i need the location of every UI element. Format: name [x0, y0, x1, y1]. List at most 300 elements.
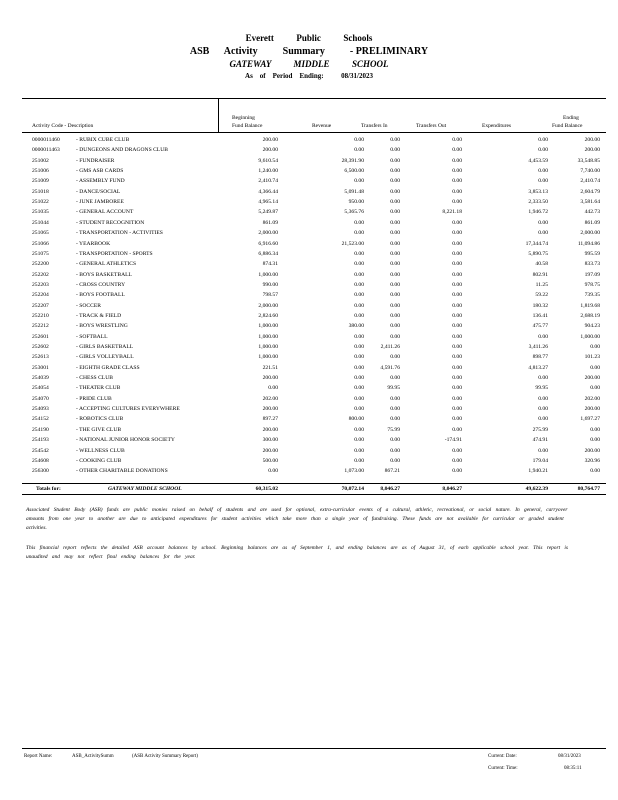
ending-balance: 0.00 — [590, 385, 600, 392]
activity-code: 256300 — [32, 468, 49, 475]
transfers-out: 0.00 — [452, 261, 462, 268]
expenditures: 0.00 — [538, 333, 548, 340]
beginning-balance: 202.00 — [262, 395, 278, 402]
col-activity-code: Activity Code - Description — [32, 123, 94, 129]
revenue: 0.00 — [354, 250, 364, 257]
transfers-in: 0.00 — [390, 199, 400, 206]
table-row — [0, 270, 618, 280]
footer-current-date: 08/31/2023 — [558, 754, 581, 759]
beginning-balance: 6,916.60 — [258, 240, 278, 247]
beginning-balance: 500.00 — [262, 457, 278, 464]
ending-balance: 320.96 — [584, 457, 600, 464]
table-row — [0, 446, 618, 456]
activity-description: - CHESS CLUB — [76, 375, 113, 382]
expenditures: 802.91 — [532, 271, 548, 278]
activity-code: 254093 — [32, 406, 49, 413]
activity-code: 254608 — [32, 457, 49, 464]
table-row — [0, 176, 618, 186]
ending-balance: 3,581.64 — [580, 199, 600, 206]
school-name: GATEWAY MIDDLE SCHOOL — [229, 59, 389, 69]
transfers-out: 0.00 — [452, 395, 462, 402]
revenue: 0.00 — [354, 178, 364, 185]
expenditures: 0.00 — [538, 416, 548, 423]
activity-description: - DUNGEONS AND DRAGONS CLUB — [76, 147, 168, 154]
revenue: 0.00 — [354, 344, 364, 350]
transfers-out: 0.00 — [452, 250, 462, 257]
totals-transfers-out: 8,046.27 — [442, 486, 462, 492]
ending-balance: 861.09 — [584, 219, 600, 226]
activity-code: 252210 — [32, 312, 49, 319]
table-row — [0, 363, 618, 373]
transfers-out: 0.00 — [452, 468, 462, 475]
expenditures: 11.25 — [535, 281, 548, 288]
activity-description: - STUDENT RECOGNITION — [76, 219, 145, 226]
activity-code: 251075 — [32, 250, 49, 257]
expenditures: 3,411.26 — [528, 344, 548, 350]
activity-code: 251002 — [32, 157, 49, 164]
activity-description: - BOYS BASKETBALL — [76, 271, 132, 278]
footer-current-time-label: Current: Time: — [488, 766, 518, 771]
transfers-in: 0.00 — [390, 147, 400, 154]
ending-balance: 1,000.00 — [580, 333, 600, 340]
expenditures: 180.32 — [532, 302, 548, 309]
beginning-balance: 200.00 — [262, 375, 278, 382]
footer-current-date-label: Current: Date: — [488, 754, 517, 759]
ending-balance: 200.00 — [584, 375, 600, 382]
beginning-balance: 4,965.14 — [258, 199, 278, 206]
activity-code: 252200 — [32, 261, 49, 268]
col-expenditures: Expenditures — [482, 123, 512, 129]
transfers-in: 0.00 — [390, 250, 400, 257]
transfers-out: 0.00 — [452, 230, 462, 237]
activity-description: - BOYS WRESTLING — [76, 323, 128, 330]
transfers-out: 0.00 — [452, 426, 462, 433]
totals-transfers-in: 8,046.27 — [380, 486, 400, 492]
beginning-balance: 300.00 — [262, 437, 278, 444]
activity-code: 251018 — [32, 188, 49, 195]
ending-balance: 1,697.27 — [580, 416, 600, 423]
expenditures: 0.00 — [538, 178, 548, 185]
activity-description: - BOYS FOOTBALL — [76, 292, 125, 299]
transfers-out: 0.00 — [452, 354, 462, 361]
transfers-out: 0.00 — [452, 240, 462, 247]
revenue: 28,391.90 — [341, 157, 364, 164]
ending-balance: 0.00 — [590, 437, 600, 444]
activity-description: - ASSEMBLY FUND — [76, 178, 125, 185]
table-row — [0, 135, 618, 145]
revenue: 0.00 — [354, 312, 364, 319]
transfers-in: 0.00 — [390, 333, 400, 340]
beginning-balance: 2,000.00 — [258, 230, 278, 237]
totals-row — [0, 484, 618, 494]
revenue: 0.00 — [354, 333, 364, 340]
ending-balance: 0.00 — [590, 344, 600, 350]
beginning-balance: 2,410.74 — [258, 178, 278, 185]
expenditures: 0.00 — [538, 395, 548, 402]
table-row — [0, 187, 618, 197]
transfers-out: 0.00 — [452, 271, 462, 278]
activity-code: 254190 — [32, 426, 49, 433]
activity-code: 252212 — [32, 323, 49, 330]
footer-report-name-label: Report Name: — [24, 754, 53, 759]
activity-code: 254152 — [32, 416, 49, 423]
expenditures: 0.00 — [538, 447, 548, 454]
revenue: 0.00 — [354, 385, 364, 392]
beginning-balance: 200.00 — [262, 426, 278, 433]
revenue: 0.00 — [354, 437, 364, 444]
expenditures: 136.41 — [532, 312, 548, 319]
col-ending-top: Ending — [563, 115, 579, 121]
beginning-balance: 6,886.34 — [258, 250, 278, 257]
ending-balance: 200.00 — [584, 447, 600, 454]
activity-code: 251035 — [32, 209, 49, 216]
activity-description: - PRIDE CLUB — [76, 395, 112, 402]
transfers-out: 0.00 — [452, 385, 462, 392]
totals-bottom-rule — [22, 494, 606, 495]
beginning-balance: 221.51 — [262, 364, 278, 371]
table-row — [0, 259, 618, 269]
ending-balance: 11,094.86 — [577, 240, 600, 247]
beginning-balance: 861.09 — [262, 219, 278, 226]
totals-school: GATEWAY MIDDLE SCHOOL — [108, 486, 182, 492]
expenditures: 99.95 — [535, 385, 548, 392]
transfers-in: 0.00 — [390, 292, 400, 299]
transfers-in: 75.99 — [387, 426, 400, 433]
expenditures: 0.00 — [538, 406, 548, 413]
activity-code: 0000011460 — [32, 137, 60, 143]
ending-balance: 197.09 — [584, 271, 600, 278]
ending-balance: 833.73 — [584, 261, 600, 268]
expenditures: 898.77 — [532, 354, 548, 361]
footer-current-time: 08:35:11 — [564, 766, 582, 771]
table-row — [0, 311, 618, 321]
expenditures: 0.00 — [538, 219, 548, 226]
activity-description: - GENERAL ATHLETICS — [76, 261, 137, 268]
transfers-in: 0.00 — [390, 240, 400, 247]
transfers-in: 0.00 — [390, 416, 400, 423]
revenue: 0.00 — [354, 457, 364, 464]
col-revenue: Revenue — [312, 123, 332, 129]
ending-balance: 101.23 — [584, 354, 600, 361]
beginning-balance: 874.31 — [262, 261, 278, 268]
transfers-out: 0.00 — [452, 302, 462, 309]
revenue: 0.00 — [354, 395, 364, 402]
ending-balance: 739.35 — [584, 292, 600, 299]
activity-description: - GENERAL ACCOUNT — [76, 209, 134, 216]
ending-balance: 200.00 — [584, 147, 600, 154]
expenditures: 1,940.21 — [528, 468, 548, 475]
beginning-balance: 0.00 — [268, 468, 278, 475]
table-row — [0, 321, 618, 331]
ending-balance: 0.00 — [590, 468, 600, 475]
transfers-out: 0.00 — [452, 312, 462, 319]
activity-description: - TRANSPORTATION - ACTIVITIES — [76, 230, 163, 237]
activity-description: - JUNE JAMBOREE — [76, 199, 124, 206]
footer-report-title: (ASB Activity Summary Report) — [132, 754, 198, 759]
activity-description: - GIRLS BASKETBALL — [76, 344, 134, 350]
table-row — [0, 456, 618, 466]
table-row — [0, 145, 618, 155]
revenue: 0.00 — [354, 219, 364, 226]
activity-description: - ACCEPTING CULTURES EVERYWHERE — [76, 406, 180, 413]
revenue: 21,523.00 — [341, 240, 364, 247]
activity-description: - SOFTBALL — [76, 333, 108, 340]
revenue: 0.00 — [354, 281, 364, 288]
table-row — [0, 197, 618, 207]
transfers-out: 0.00 — [452, 199, 462, 206]
activity-code: 254542 — [32, 447, 49, 454]
table-row — [0, 425, 618, 435]
revenue: 5,365.76 — [344, 209, 364, 216]
expenditures: 2,333.50 — [528, 199, 548, 206]
table-row — [0, 466, 618, 476]
transfers-in: 0.00 — [390, 157, 400, 164]
footer-report-name: ASB_ActivitySumm — [72, 754, 114, 759]
activity-description: - TRACK & FIELD — [76, 312, 122, 319]
report-title: ASB Activity Summary - PRELIMINARY — [189, 46, 429, 57]
beginning-balance: 1,000.00 — [258, 323, 278, 330]
table-row — [0, 394, 618, 404]
transfers-in: 0.00 — [390, 354, 400, 361]
revenue: 0.00 — [354, 447, 364, 454]
totals-ending: 80,764.77 — [577, 486, 600, 492]
activity-description: - NATIONAL JUNIOR HONOR SOCIETY — [76, 437, 175, 444]
transfers-in: 0.00 — [390, 323, 400, 330]
transfers-in: 0.00 — [390, 137, 400, 143]
transfers-in: 0.00 — [390, 406, 400, 413]
activity-code: 251006 — [32, 168, 49, 175]
revenue: 0.00 — [354, 292, 364, 299]
activity-code: 254070 — [32, 395, 49, 402]
revenue: 0.00 — [354, 137, 364, 143]
activity-description: - COOKING CLUB — [76, 457, 122, 464]
expenditures: 0.00 — [538, 147, 548, 154]
ending-balance: 0.00 — [590, 426, 600, 433]
expenditures: 5,890.75 — [528, 250, 548, 257]
revenue: 0.00 — [354, 406, 364, 413]
activity-code: 251009 — [32, 178, 49, 185]
transfers-in: 0.00 — [390, 302, 400, 309]
activity-code: 254039 — [32, 375, 49, 382]
beginning-balance: 2,000.00 — [258, 302, 278, 309]
expenditures: 4,813.27 — [528, 364, 548, 371]
table-row — [0, 342, 618, 352]
activity-description: - THEATER CLUB — [76, 385, 121, 392]
note-report-description: This financial report reflects the detailed ASB account balances by school. Beginning balances are as of September 1, and ending balances are as of August 31, of each applicable school year. This report is unaudited and may not reflect final ending balances for the year. — [26, 545, 569, 560]
activity-code: 252602 — [32, 344, 49, 350]
activity-code: 252613 — [32, 354, 49, 361]
beginning-balance: 5,249.87 — [258, 209, 278, 216]
ending-balance: 200.00 — [584, 137, 600, 143]
totals-revenue: 70,072.14 — [341, 486, 364, 492]
transfers-out: 0.00 — [452, 364, 462, 371]
totals-label: Totals for: — [36, 486, 61, 492]
ending-balance: 904.23 — [584, 323, 600, 330]
revenue: 0.00 — [354, 230, 364, 237]
expenditures: 40.58 — [535, 261, 548, 268]
transfers-in: 0.00 — [390, 395, 400, 402]
beginning-balance: 200.00 — [262, 406, 278, 413]
expenditures: 1,946.72 — [528, 209, 548, 216]
table-row — [0, 218, 618, 228]
activity-description: - ROBOTICS CLUB — [76, 416, 124, 423]
table-row — [0, 280, 618, 290]
activity-description: - FUNDRAISER — [76, 157, 115, 164]
col-beginning-top: Beginning — [232, 115, 255, 121]
revenue: 950.00 — [348, 199, 364, 206]
totals-beginning: 60,315.02 — [255, 486, 278, 492]
table-row — [0, 249, 618, 259]
activity-description: - GIRLS VOLLEYBALL — [76, 354, 134, 361]
beginning-balance: 200.00 — [262, 147, 278, 154]
beginning-balance: 1,000.00 — [258, 354, 278, 361]
table-row — [0, 290, 618, 300]
activity-code: 251065 — [32, 230, 49, 237]
activity-code: 251022 — [32, 199, 49, 206]
col-beginning-bottom: Fund Balance — [232, 123, 263, 129]
expenditures: 474.91 — [532, 437, 548, 444]
transfers-out: 0.00 — [452, 178, 462, 185]
beginning-balance: 200.00 — [262, 137, 278, 143]
ending-balance: 2,688.19 — [580, 312, 600, 319]
expenditures: 59.22 — [535, 292, 548, 299]
beginning-balance: 897.27 — [262, 416, 278, 423]
activity-description: - THE GIVE CLUB — [76, 426, 122, 433]
activity-description: - WELLNESS CLUB — [76, 447, 125, 454]
expenditures: 0.00 — [538, 168, 548, 175]
transfers-out: 0.00 — [452, 137, 462, 143]
transfers-in: 0.00 — [390, 271, 400, 278]
period-ending: As of Period Ending: 08/31/2023 — [245, 72, 373, 80]
ending-balance: 200.00 — [584, 406, 600, 413]
table-row — [0, 383, 618, 393]
activity-code: 251044 — [32, 219, 49, 226]
transfers-in: 0.00 — [390, 168, 400, 175]
ending-balance: 33,548.85 — [577, 157, 600, 164]
revenue: 0.00 — [354, 147, 364, 154]
beginning-balance: 4,366.44 — [258, 188, 278, 195]
expenditures: 4,453.59 — [528, 157, 548, 164]
activity-description: - TRANSPORTATION - SPORTS — [76, 250, 153, 257]
transfers-out: 0.00 — [452, 447, 462, 454]
transfers-in: 0.00 — [390, 375, 400, 382]
table-row — [0, 373, 618, 383]
revenue: 800.00 — [348, 416, 364, 423]
ending-balance: 0.00 — [590, 364, 600, 371]
activity-code: 252207 — [32, 302, 49, 309]
ending-balance: 442.73 — [584, 209, 600, 216]
transfers-in: 0.00 — [390, 219, 400, 226]
transfers-in: 0.00 — [390, 209, 400, 216]
footer-rule — [22, 748, 606, 749]
revenue: 0.00 — [354, 261, 364, 268]
transfers-in: 0.00 — [390, 230, 400, 237]
beginning-balance: 1,000.00 — [258, 333, 278, 340]
transfers-out: 0.00 — [452, 406, 462, 413]
activity-code: 254054 — [32, 385, 49, 392]
transfers-in: 4,591.76 — [380, 364, 400, 371]
beginning-balance: 0.00 — [268, 385, 278, 392]
activity-code: 0000011463 — [32, 147, 60, 154]
col-ending-bottom: Fund Balance — [552, 123, 583, 129]
transfers-out: 0.00 — [452, 292, 462, 299]
revenue: 1,073.00 — [344, 468, 364, 475]
table-row — [0, 156, 618, 166]
activity-code: 252202 — [32, 271, 49, 278]
transfers-out: 0.00 — [452, 157, 462, 164]
table-row — [0, 332, 618, 342]
revenue: 0.00 — [354, 302, 364, 309]
table-top-rule — [22, 98, 606, 99]
expenditures: 179.04 — [532, 457, 548, 464]
transfers-in: 0.00 — [390, 281, 400, 288]
revenue: 0.00 — [354, 375, 364, 382]
col-transfers-in: Transfers In — [361, 123, 388, 129]
transfers-in: 0.00 — [390, 457, 400, 464]
transfers-out: 0.00 — [452, 281, 462, 288]
transfers-out: 0.00 — [452, 375, 462, 382]
ending-balance: 202.00 — [584, 395, 600, 402]
transfers-in: 0.00 — [390, 312, 400, 319]
activity-description: - OTHER CHARITABLE DONATIONS — [76, 468, 168, 475]
activity-description: - EIGHTH GRADE CLASS — [76, 364, 140, 371]
revenue: 0.00 — [354, 426, 364, 433]
transfers-out: 0.00 — [452, 344, 462, 350]
header-divider — [218, 98, 219, 132]
transfers-out: 0.00 — [452, 219, 462, 226]
activity-code: 252203 — [32, 281, 49, 288]
transfers-out: 0.00 — [452, 333, 462, 340]
transfers-in: 0.00 — [390, 188, 400, 195]
ending-balance: 995.59 — [584, 250, 600, 257]
activity-description: - GMS ASB CARDS — [76, 168, 124, 175]
revenue: 0.00 — [354, 364, 364, 371]
ending-balance: 978.75 — [584, 281, 600, 288]
transfers-in: 99.95 — [387, 385, 400, 392]
beginning-balance: 798.57 — [262, 292, 278, 299]
beginning-balance: 1,000.00 — [258, 344, 278, 350]
activity-code: 254193 — [32, 437, 49, 444]
expenditures: 3,853.13 — [528, 188, 548, 195]
header-underline — [22, 132, 606, 133]
beginning-balance: 990.00 — [262, 281, 278, 288]
beginning-balance: 1,240.00 — [258, 168, 278, 175]
activity-description: - DANCE/SOCIAL — [76, 188, 121, 195]
transfers-out: 0.00 — [452, 323, 462, 330]
district-name: Everett Public Schools — [245, 33, 373, 43]
table-row — [0, 166, 618, 176]
expenditures: 17,344.74 — [525, 240, 548, 247]
revenue: 6,500.00 — [344, 168, 364, 175]
table-row — [0, 352, 618, 362]
transfers-in: 0.00 — [390, 178, 400, 185]
revenue: 0.00 — [354, 271, 364, 278]
activity-code: 251066 — [32, 240, 49, 247]
transfers-in: 2,411.26 — [380, 344, 400, 350]
table-row — [0, 301, 618, 311]
transfers-in: 0.00 — [390, 261, 400, 268]
transfers-out: 8,221.18 — [442, 209, 462, 216]
transfers-out: 0.00 — [452, 457, 462, 464]
note-asb-funds: Associated Student Body (ASB) funds are public monies raised on behalf of students and are used for optional, extra-curricular events of a cultural, athletic, recreational, or social nature. In general, carryover amounts from one year to another are due to anticipated expenditures for student activities which take more than a single year of fundraising. These funds are not available for curricular or graded student activities. — [26, 507, 568, 531]
transfers-in: 0.00 — [390, 437, 400, 444]
table-row — [0, 228, 618, 238]
expenditures: 0.00 — [538, 375, 548, 382]
table-row — [0, 207, 618, 217]
activity-description: - YEARBOOK — [76, 240, 111, 247]
ending-balance: 2,000.00 — [580, 230, 600, 237]
transfers-in: 0.00 — [390, 447, 400, 454]
